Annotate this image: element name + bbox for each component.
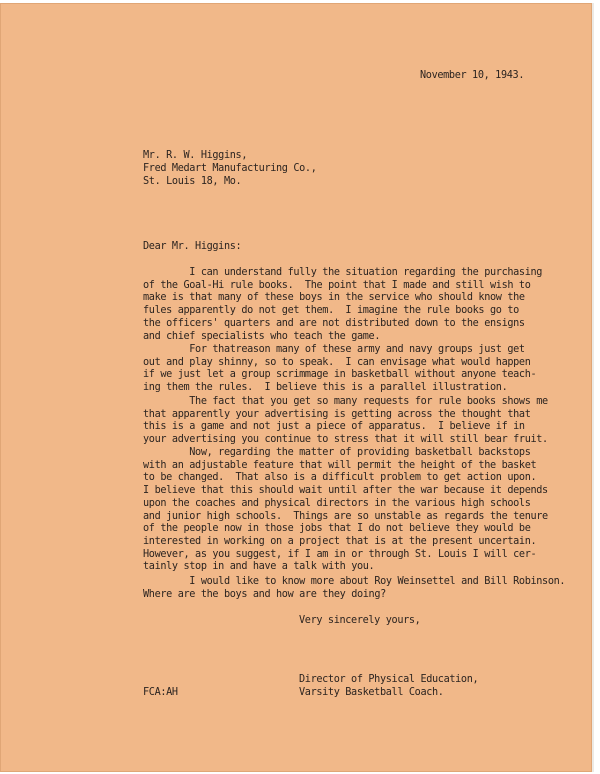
paragraph-5 xyxy=(143,576,565,601)
paragraph-line: of the Goal-Hi rule books. The point that I made and still wish to xyxy=(143,279,531,291)
paragraph-line: For thatreason many of these army and navy groups just get xyxy=(143,344,525,355)
recipient-city: St. Louis 18, Mo. xyxy=(143,176,242,187)
paragraph-line: if we just let a group scrimmage in basketball without anyone teach- xyxy=(143,369,537,381)
paragraph-line: and junior high schools. Things are so unstable as regards the tenure xyxy=(143,510,548,522)
recipient-company: Fred Medart Manufacturing Co., xyxy=(143,163,317,174)
paragraph-line: and chief specialists who teach the game. xyxy=(143,330,381,342)
paragraph-line: Now, regarding the matter of providing basketball backstops xyxy=(143,447,531,458)
paragraph-line: upon the coaches and physical directors in the various high schools xyxy=(143,497,531,509)
paragraph-line: fules apparently do not get them. I imagine the rule books go to xyxy=(143,305,519,317)
reference-initials: FCA:AH xyxy=(143,687,178,698)
complimentary-close: Very sincerely yours, xyxy=(299,615,421,626)
paragraph-line: tainly stop in and have a talk with you. xyxy=(143,561,375,573)
paragraph-line: interested in working on a project that is at the present uncertain. xyxy=(143,535,537,547)
paragraph-line: this is a game and not just a piece of apparatus. I believe if in xyxy=(143,421,525,433)
letter-date: November 10, 1943. xyxy=(420,70,525,81)
paragraph-line: I believe that this should wait until after the war because it depends xyxy=(143,485,548,497)
letter-page xyxy=(0,3,592,772)
paragraph-4 xyxy=(143,447,548,574)
paragraph-line: The fact that you get so many requests for rule books shows me xyxy=(143,396,548,407)
paragraph-1 xyxy=(143,267,542,343)
paragraph-line: the officers' quarters and are not distributed down to the ensigns xyxy=(143,317,525,329)
paragraph-line: with an adjustable feature that will permit the height of the basket xyxy=(143,459,537,471)
paragraph-line: make is that many of these boys in the service who should know the xyxy=(143,292,525,304)
paragraph-line: Where are the boys and how are they doing? xyxy=(143,588,386,600)
paragraph-line: ing them the rules. I believe this is a parallel illustration. xyxy=(143,382,508,394)
paragraph-line: However, as you suggest, if I am in or through St. Louis I will cer- xyxy=(143,548,537,560)
paragraph-3 xyxy=(143,396,548,447)
paragraph-line: your advertising you continue to stress that it will still bear fruit. xyxy=(143,434,548,446)
paragraph-line: I can understand fully the situation regarding the purchasing xyxy=(143,267,543,278)
signature-title: Director of Physical Education, xyxy=(299,674,479,685)
signature-role: Varsity Basketball Coach. xyxy=(299,687,444,698)
paragraph-line: that apparently your advertising is getting across the thought that xyxy=(143,408,531,420)
paragraph-line: to be changed. That also is a difficult problem to get action upon. xyxy=(143,472,537,484)
paragraph-line: I would like to know more about Roy Weinsettel and Bill Robinson. xyxy=(143,576,566,587)
paragraph-2 xyxy=(143,344,536,395)
paragraph-line: out and play shinny, so to speak. I can envisage what would happen xyxy=(143,356,531,368)
paragraph-line: of the people now in those jobs that I do not believe they would be xyxy=(143,523,531,535)
recipient-name: Mr. R. W. Higgins, xyxy=(143,150,248,161)
salutation: Dear Mr. Higgins: xyxy=(143,241,242,252)
